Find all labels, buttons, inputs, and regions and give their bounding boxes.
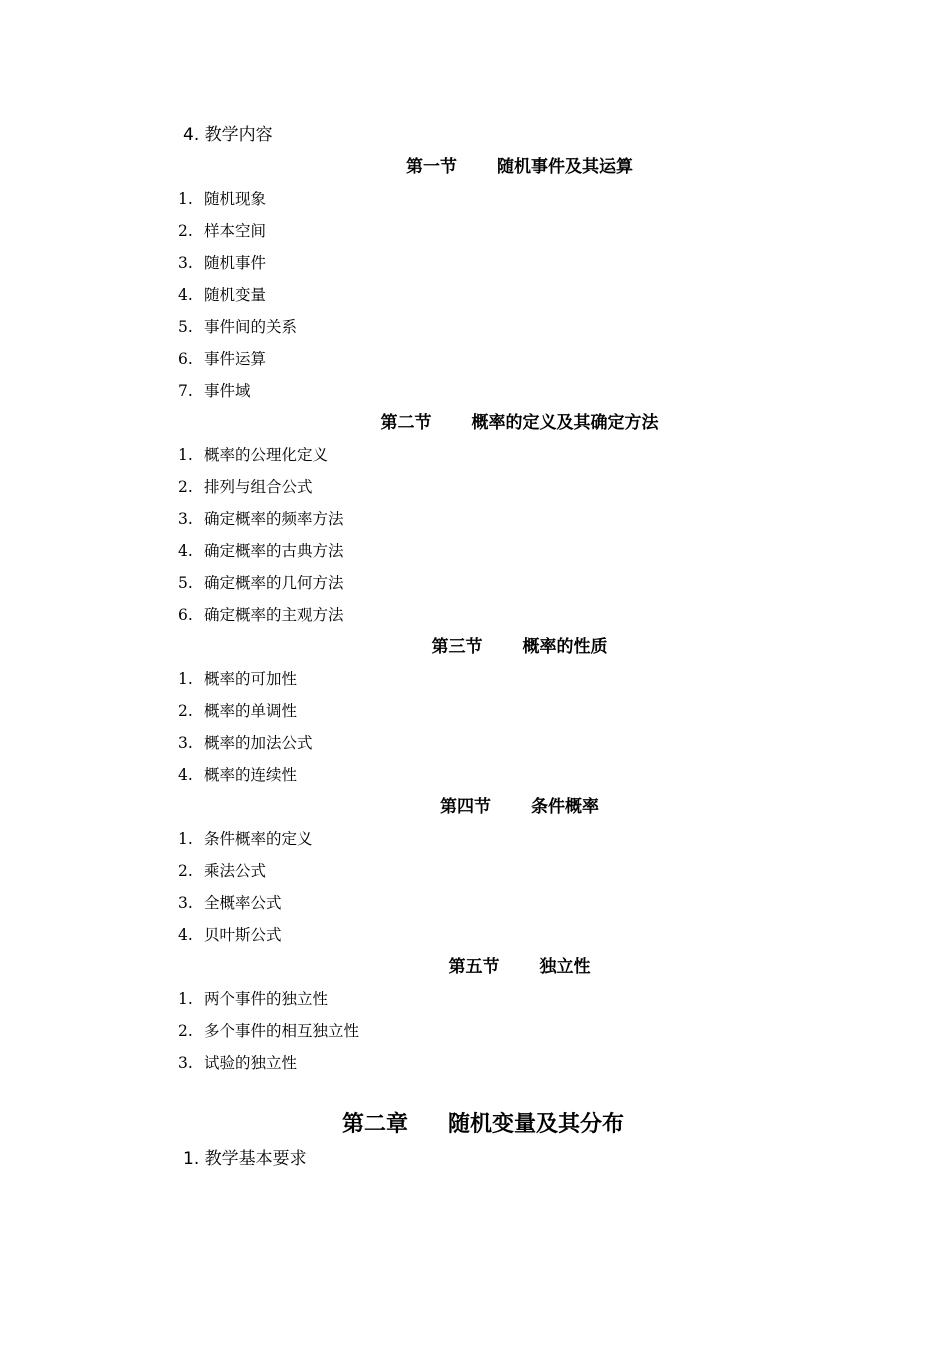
item-number: 4.: [178, 542, 193, 560]
list-item: [178, 381, 251, 401]
item-text: 全概率公式: [204, 894, 282, 912]
item-text: 确定概率的主观方法: [204, 606, 344, 624]
list-item: [178, 701, 297, 721]
section-5-heading: [183, 956, 856, 978]
list-item: [178, 861, 266, 881]
item-text: 排列与组合公式: [204, 478, 313, 496]
list-item: [178, 733, 313, 753]
teaching-requirements-heading: 1. 教学基本要求: [183, 1149, 307, 1169]
list-item: [178, 541, 344, 561]
teaching-content-heading: 4. 教学内容: [183, 125, 273, 145]
item-text: 贝叶斯公式: [204, 926, 282, 944]
item-text: 确定概率的频率方法: [204, 510, 344, 528]
item-number: 6.: [178, 606, 193, 624]
item-text: 多个事件的相互独立性: [204, 1022, 360, 1040]
section-4-heading: [183, 796, 856, 818]
list-item: [178, 349, 266, 369]
item-number: 6.: [178, 350, 193, 368]
chapter-title-text: 随机变量及其分布: [448, 1112, 625, 1137]
item-text: 事件运算: [204, 350, 267, 368]
item-number: 5.: [178, 574, 193, 592]
section-number: 第三节: [431, 637, 483, 657]
item-number: 5.: [178, 318, 193, 336]
item-number: 3.: [178, 894, 193, 912]
list-item: [178, 253, 266, 273]
item-text: 随机变量: [204, 286, 267, 304]
list-item: [178, 893, 282, 913]
item-text: 样本空间: [204, 222, 267, 240]
item-number: 2.: [178, 702, 193, 720]
item-text: 确定概率的古典方法: [204, 542, 344, 560]
item-number: 4.: [178, 286, 193, 304]
item-text: 随机现象: [204, 190, 267, 208]
section-3-heading: [183, 636, 856, 658]
item-number: 1.: [178, 446, 193, 464]
section-number: 第五节: [448, 957, 500, 977]
item-text: 事件间的关系: [204, 318, 298, 336]
item-text: 概率的可加性: [204, 670, 298, 688]
item-text: 随机事件: [204, 254, 267, 272]
section-title-text: 随机事件及其运算: [497, 157, 633, 177]
item-number: 3.: [178, 254, 193, 272]
item-number: 4.: [178, 926, 193, 944]
list-item: [178, 189, 266, 209]
section-number: 第一节: [406, 157, 457, 177]
section-title-text: 概率的定义及其确定方法: [471, 413, 659, 433]
item-number: 1.: [178, 190, 193, 208]
item-text: 概率的连续性: [204, 766, 298, 784]
list-item: [178, 509, 344, 529]
list-item: [178, 1021, 359, 1041]
item-number: 3.: [178, 1054, 193, 1072]
list-item: [178, 477, 313, 497]
item-number: 2.: [178, 222, 193, 240]
section-title-text: 概率的性质: [522, 637, 608, 657]
list-item: [178, 829, 313, 849]
section-title-text: 独立性: [539, 957, 591, 977]
section-1-heading: [183, 156, 856, 178]
list-item: [178, 605, 344, 625]
section-number: 第二节: [380, 413, 432, 433]
list-item: [178, 285, 266, 305]
chapter-number: 第二章: [341, 1112, 408, 1137]
list-item: [178, 669, 297, 689]
item-text: 概率的单调性: [204, 702, 298, 720]
item-number: 2.: [178, 1022, 193, 1040]
item-text: 试验的独立性: [204, 1054, 298, 1072]
list-item: [178, 317, 297, 337]
list-item: [178, 221, 266, 241]
section-title-text: 条件概率: [531, 797, 599, 817]
item-text: 两个事件的独立性: [204, 990, 329, 1008]
item-text: 乘法公式: [204, 862, 267, 880]
list-item: [178, 765, 297, 785]
item-number: 3.: [178, 510, 193, 528]
item-number: 1.: [178, 990, 193, 1008]
item-number: 2.: [178, 862, 193, 880]
item-text: 确定概率的几何方法: [204, 574, 344, 592]
item-number: 3.: [178, 734, 193, 752]
item-text: 概率的公理化定义: [204, 446, 329, 464]
item-number: 1.: [178, 830, 193, 848]
item-text: 条件概率的定义: [204, 830, 313, 848]
item-number: 1.: [178, 670, 193, 688]
chapter-2-heading: [183, 1111, 783, 1139]
item-text: 概率的加法公式: [204, 734, 313, 752]
item-text: 事件域: [204, 382, 251, 400]
item-number: 4.: [178, 766, 193, 784]
list-item: [178, 573, 344, 593]
list-item: [178, 989, 328, 1009]
section-2-heading: [183, 412, 856, 434]
list-item: [178, 925, 282, 945]
list-item: [178, 445, 328, 465]
item-number: 7.: [178, 382, 193, 400]
item-number: 2.: [178, 478, 193, 496]
section-number: 第四节: [440, 797, 491, 817]
list-item: [178, 1053, 297, 1073]
